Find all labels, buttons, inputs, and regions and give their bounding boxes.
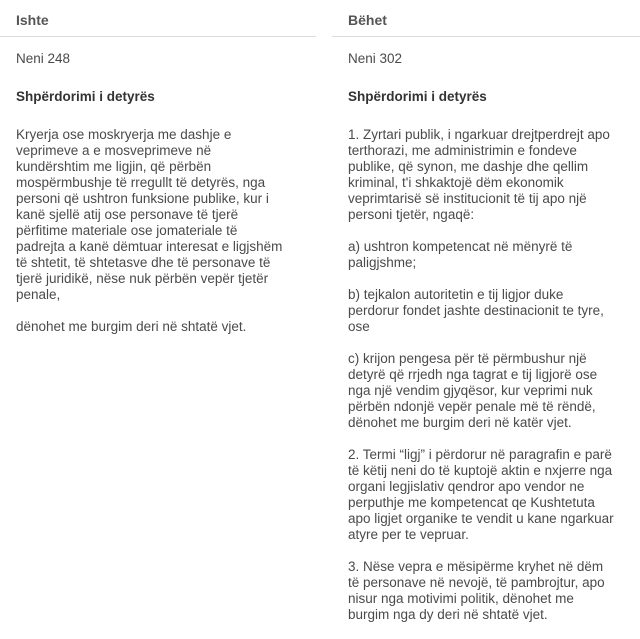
article-paragraph: c) krijon pengesa për të përmbushur një detyrë që rrjedh nga tagrat e tij ligjorë ose nga një vendim gjyqësor, kur veprimi nuk përbën ndonjë vepër penale më të rëndë, dënohet me burgim deri në katër vjet. bbox=[348, 351, 598, 430]
article-paragraph: a) ushtron kompetencat në mënyrë të paligjshme; bbox=[348, 239, 573, 270]
article-title: Shpërdorimi i detyrës bbox=[16, 89, 155, 104]
cell-before bbox=[0, 37, 316, 335]
article-paragraph: 2. Termi “ligj” i përdorur në paragrafin e parë të këtij neni do të kuptojë aktin e nxjerre nga organi legjislativ qendror apo vendor ne perputhje me kompetencat qe Kushtetuta apo ligjet organike te vendit u kane ngarkuar atyre per te vepruar. bbox=[348, 447, 614, 542]
article-paragraph: dënohet me burgim deri në shtatë vjet. bbox=[16, 319, 247, 334]
article-paragraph: b) tejkalon autoritetin e tij ligjor duke perdorur fondet jashte destinacionit te tyre, ose bbox=[348, 287, 604, 334]
article-title: Shpërdorimi i detyrës bbox=[348, 89, 487, 104]
column-before bbox=[0, 0, 316, 351]
article-paragraph: 1. Zyrtari publik, i ngarkuar drejtperdrejt apo terthorazi, me administrimin e fondeve publike, që synon, me dashje dhe qellim kriminal, t'i shkaktojë dëm ekonomik veprimtarisë së institucionit të tij apo një personi tjetër, ngaqë: bbox=[348, 127, 610, 222]
article-paragraph: 3. Nëse vepra e mësipërme kryhet në dëm të personave në nevojë, të pambrojtur, apo nisur nga motivimi politik, dënohet me burgim nga dy deri në shtatë vjet. bbox=[348, 559, 605, 622]
column-header-after: Bëhet bbox=[348, 12, 387, 28]
column-header-before: Ishte bbox=[16, 12, 49, 28]
column-after bbox=[332, 0, 640, 639]
article-paragraph: Kryerja ose moskryerja me dashje e veprimeve a e mosveprimeve në kundërshtim me ligjin, që përbën mospërmbushje të rregullt të detyrës, nga personi që ushtron funksione publike, kur i kanë sjellë atij ose personave të tjerë përfitime materiale ose jomateriale të padrejta a kanë dëmtuar interesat e ligjshëm të shtetit, të shtetasve dhe të personave të tjerë juridikë, nëse nuk përbën vepër tjetër penale, bbox=[16, 127, 283, 302]
article-number: Neni 302 bbox=[348, 51, 403, 66]
cell-after bbox=[332, 37, 640, 623]
article-number: Neni 248 bbox=[16, 51, 71, 66]
